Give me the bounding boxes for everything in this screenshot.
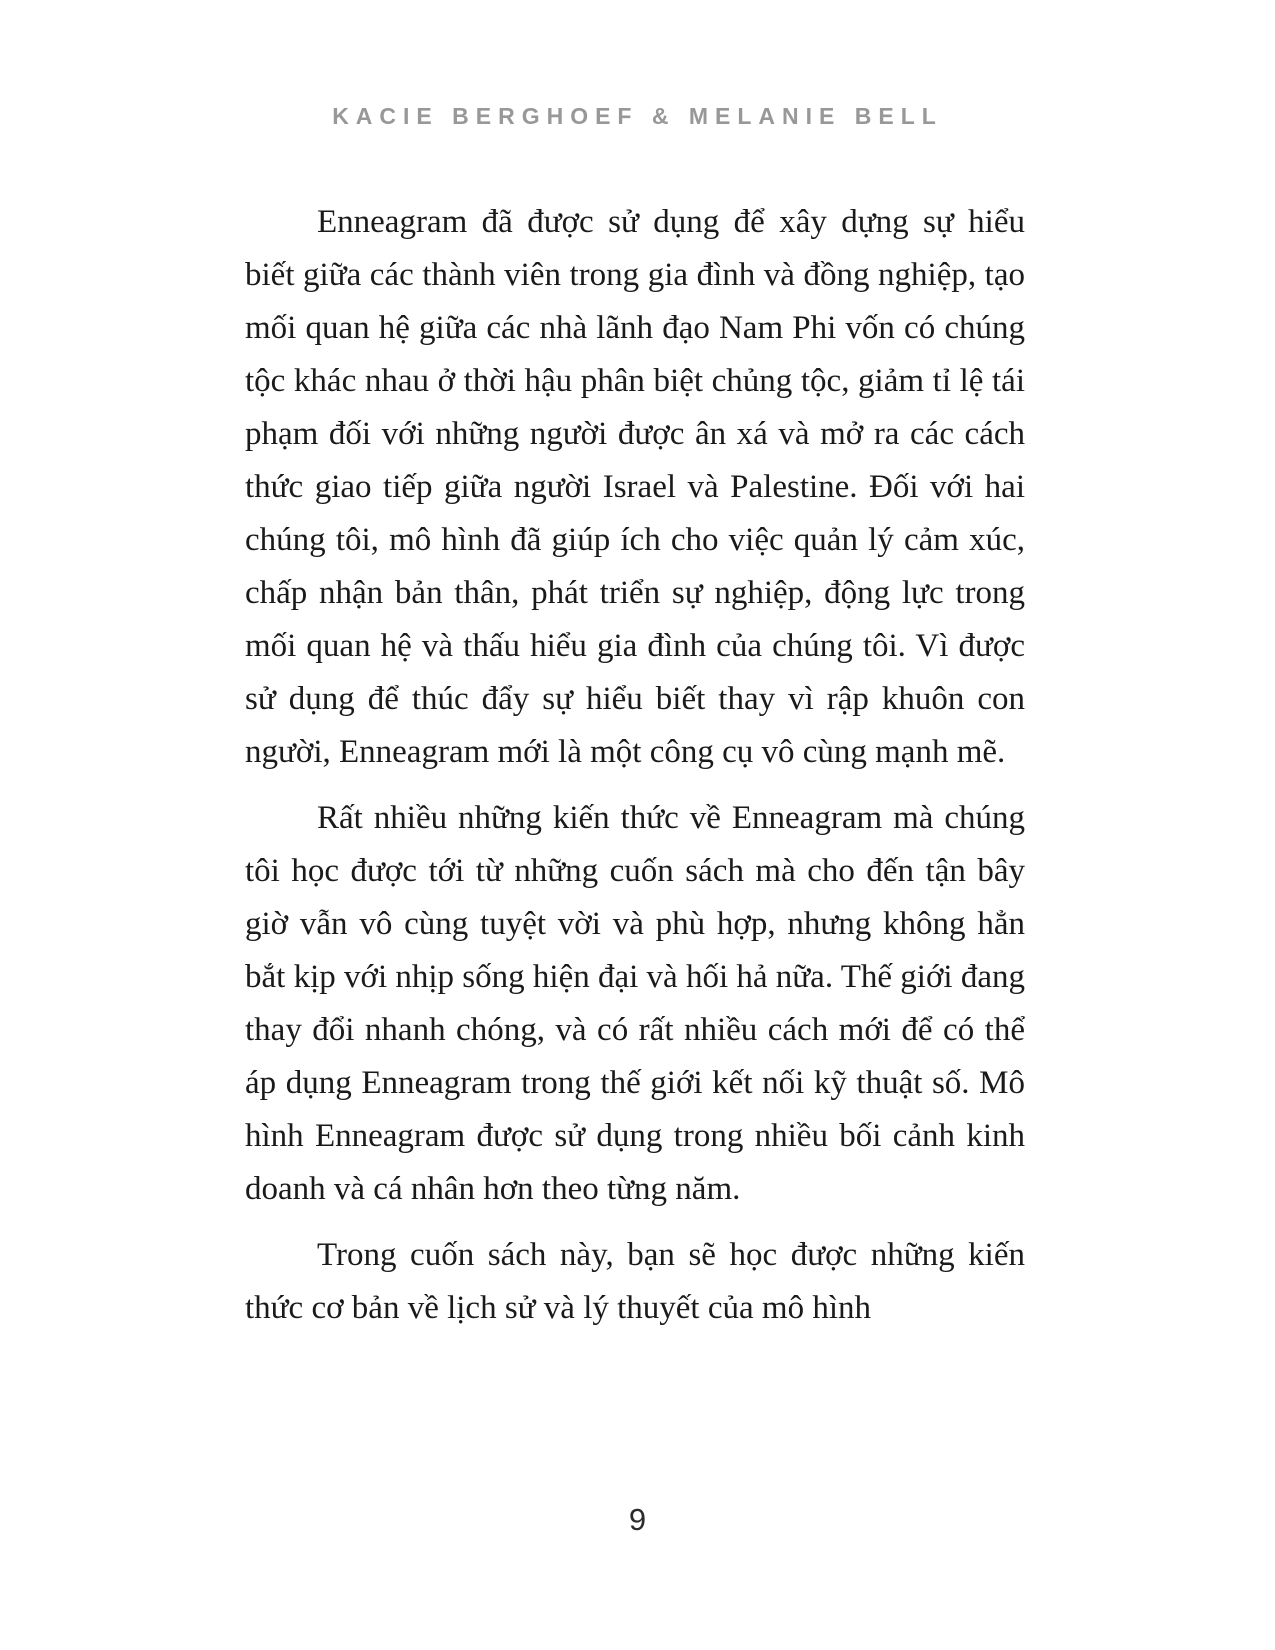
paragraph-2: Rất nhiều những kiến thức về Enneagram mà chúng tôi học được tới từ những cuốn sách mà cho đến tận bây giờ vẫn vô cùng tuyệt vời và phù hợp, nhưng không hẳn bắt kịp với nhịp sống hiện đại và hối hả nữa. Thế giới đang thay đổi nhanh chóng, và có rất nhiều cách mới để có thể áp dụng Enneagram trong thế giới kết nối kỹ thuật số. Mô hình Enneagram được sử dụng trong nhiều bối cảnh kinh doanh và cá nhân hơn theo từng năm. xyxy=(245,800,1025,1207)
paragraph-3: Trong cuốn sách này, bạn sẽ học được những kiến thức cơ bản về lịch sử và lý thuyết của mô hình xyxy=(245,1237,1025,1326)
running-header: KACIE BERGHOEF & MELANIE BELL xyxy=(332,103,943,129)
body-text xyxy=(245,196,1025,1348)
page-number: 9 xyxy=(628,1502,647,1537)
paragraph-1: Enneagram đã được sử dụng để xây dựng sự hiểu biết giữa các thành viên trong gia đình và đồng nghiệp, tạo mối quan hệ giữa các nhà lãnh đạo Nam Phi vốn có chúng tộc khác nhau ở thời hậu phân biệt chủng tộc, giảm tỉ lệ tái phạm đối với những người được ân xá và mở ra các cách thức giao tiếp giữa người Israel và Palestine. Đối với hai chúng tôi, mô hình đã giúp ích cho việc quản lý cảm xúc, chấp nhận bản thân, phát triển sự nghiệp, động lực trong mối quan hệ và thấu hiểu gia đình của chúng tôi. Vì được sử dụng để thúc đẩy sự hiểu biết thay vì rập khuôn con người, Enneagram mới là một công cụ vô cùng mạnh mẽ. xyxy=(245,204,1025,770)
